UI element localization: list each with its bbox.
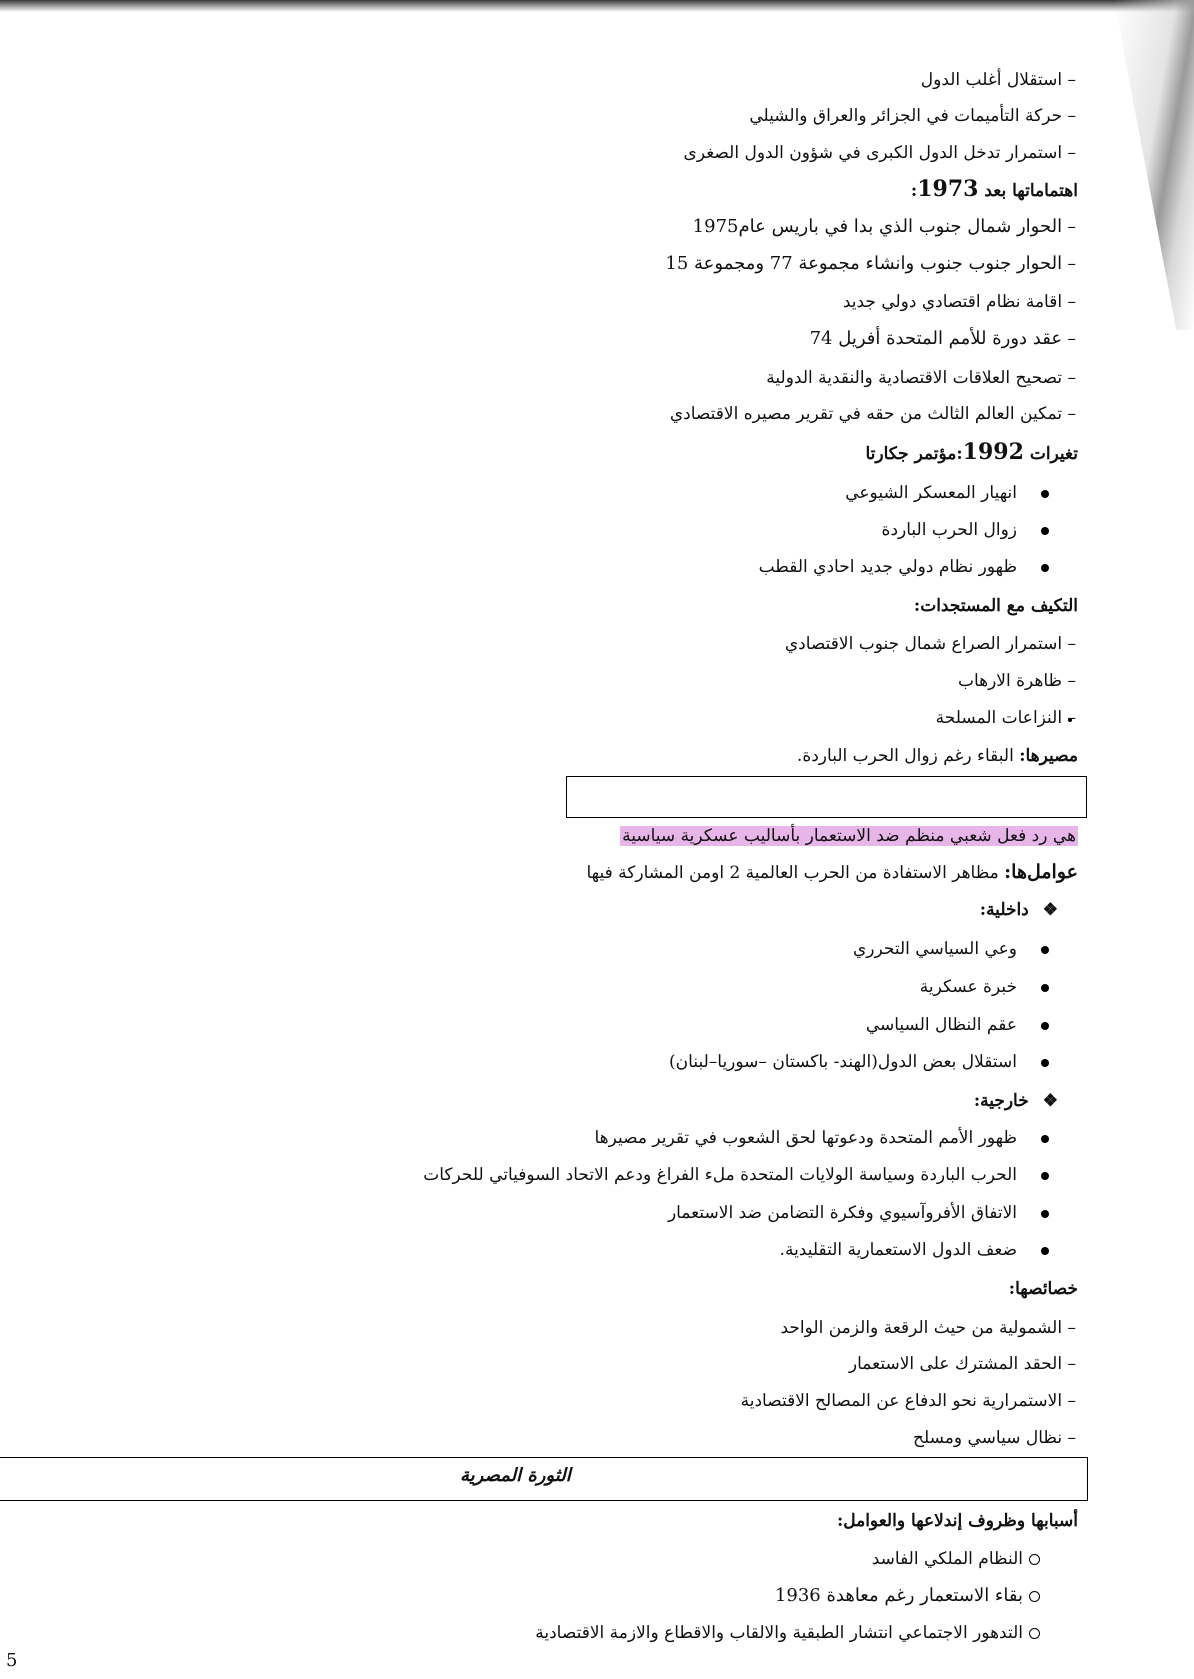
heading-year: 1992 — [962, 439, 1024, 465]
list-item: – عقد دورة للأمم المتحدة أفريل 74 — [810, 327, 1076, 351]
bullet-icon — [1041, 1022, 1049, 1030]
stray-mark — [1068, 718, 1072, 722]
bullet-item: ظهور نظام دولي جديد احادي القطب — [759, 555, 1049, 579]
list-item: – تمكين العالم الثالث من حقه في تقرير مصيره الاقتصادي — [670, 402, 1076, 426]
page-number: 5 — [6, 1650, 18, 1671]
list-item: – الحقد المشترك على الاستعمار — [849, 1352, 1076, 1376]
section-heading-adapt: التكيف مع المستجدات: — [913, 596, 1078, 616]
bullet-icon — [1041, 946, 1049, 954]
bullet-icon — [1041, 1135, 1049, 1143]
circle-item: التدهور الاجتماعي انتشار الطبقية والالقاب والاقطاع والازمة الاقتصادية — [535, 1621, 1040, 1645]
bullet-item: وعي السياسي التحرري — [853, 937, 1049, 961]
list-item: – نظال سياسي ومسلح — [913, 1426, 1076, 1450]
list-item: – تصحيح العلاقات الاقتصادية والنقدية الدولية — [766, 366, 1076, 390]
circle-item: بقاء الاستعمار رغم معاهدة 1936 — [775, 1584, 1040, 1608]
heading-rest: :مؤتمر جكارتا — [865, 444, 963, 464]
bullet-icon — [1041, 984, 1049, 992]
bullet-item: عقم النظال السياسي — [866, 1013, 1049, 1037]
bullet-item: خبرة عسكرية — [920, 975, 1049, 999]
heading-label: اهتماماتها بعد — [978, 181, 1078, 201]
list-item: – استمرار الصراع شمال جنوب الاقتصادي — [785, 632, 1076, 656]
list-item: – ظاهرة الارهاب — [958, 669, 1076, 693]
bullet-icon — [1041, 1210, 1049, 1218]
factors-label: عوامل‌ها: — [1004, 861, 1078, 883]
bullet-item: الحرب الباردة وسياسة الولايات المتحدة ملء الفراغ ودعم الاتحاد السوفياتي للحركات — [423, 1163, 1049, 1187]
empty-title-box — [566, 776, 1087, 818]
bullet-icon — [1041, 1247, 1049, 1255]
section-heading-1992 — [865, 440, 1078, 466]
features-heading: خصائصها: — [1008, 1279, 1078, 1299]
fate-line — [797, 744, 1078, 768]
bullet-icon — [1041, 527, 1049, 535]
bullet-item: انهيار المعسكر الشيوعي — [845, 481, 1049, 505]
bullet-icon — [1041, 490, 1049, 498]
section-title: الثورة المصرية — [460, 1465, 571, 1486]
heading-colon: : — [910, 181, 918, 201]
bullet-icon — [1041, 1059, 1049, 1067]
heading-label: تغيرات — [1023, 444, 1078, 464]
list-item: – الحوار جنوب جنوب وانشاء مجموعة 77 ومجموعة 15 — [665, 252, 1076, 276]
factors-text: مظاهر الاستفادة من الحرب العالمية 2 اومن المشاركة فيها — [586, 863, 1005, 883]
list-item: – الحوار شمال جنوب الذي بدا في باريس عام1975 — [693, 215, 1076, 239]
highlighted-definition: هي رد فعل شعبي منظم ضد الاستعمار بأساليب عسكرية سياسية — [622, 826, 1076, 846]
bullet-item: ظهور الأمم المتحدة ودعوتها لحق الشعوب في تقرير مصيرها — [594, 1126, 1049, 1150]
bullet-item: استقلال بعض الدول(الهند- باكستان –سوريا–لبنان) — [669, 1050, 1049, 1074]
list-item: – اقامة نظام اقتصادي دولي جديد — [843, 290, 1076, 314]
diamond-bullet-icon: ❖ — [1042, 1091, 1058, 1111]
fate-text: البقاء رغم زوال الحرب الباردة. — [796, 746, 1020, 766]
bullet-item: ضعف الدول الاستعمارية التقليدية. — [780, 1238, 1049, 1262]
definition-line — [620, 824, 1078, 848]
list-item: – الشمولية من حيث الرقعة والزمن الواحد — [780, 1316, 1076, 1340]
list-item: – النزاعات المسلحة — [936, 706, 1076, 730]
causes-heading: أسبابها وظروف إندلاعها والعوامل: — [836, 1511, 1078, 1531]
bullet-icon — [1041, 1172, 1049, 1180]
heading-year: 1973 — [917, 176, 979, 202]
fate-label: مصيرها: — [1019, 746, 1078, 766]
factors-line — [586, 860, 1078, 885]
circle-item: النظام الملكي الفاسد — [872, 1547, 1040, 1571]
external-heading: ❖خارجية: — [973, 1091, 1058, 1111]
list-item: – استمرار تدخل الدول الكبرى في شؤون الدول الصغرى — [684, 141, 1076, 165]
bullet-item: الاتفاق الأفروآسيوي وفكرة التضامن ضد الاستعمار — [668, 1201, 1049, 1225]
bullet-item: زوال الحرب الباردة — [882, 518, 1049, 542]
bullet-icon — [1041, 564, 1049, 572]
section-heading-1973 — [911, 177, 1078, 203]
diamond-bullet-icon: ❖ — [1042, 900, 1058, 920]
internal-heading: ❖داخلية: — [979, 900, 1058, 920]
list-item: – حركة التأميمات في الجزائر والعراق والشيلي — [749, 104, 1076, 128]
list-item: – استقلال أغلب الدول — [921, 68, 1076, 92]
list-item: – الاستمرارية نحو الدفاع عن المصالح الاقتصادية — [741, 1389, 1076, 1413]
